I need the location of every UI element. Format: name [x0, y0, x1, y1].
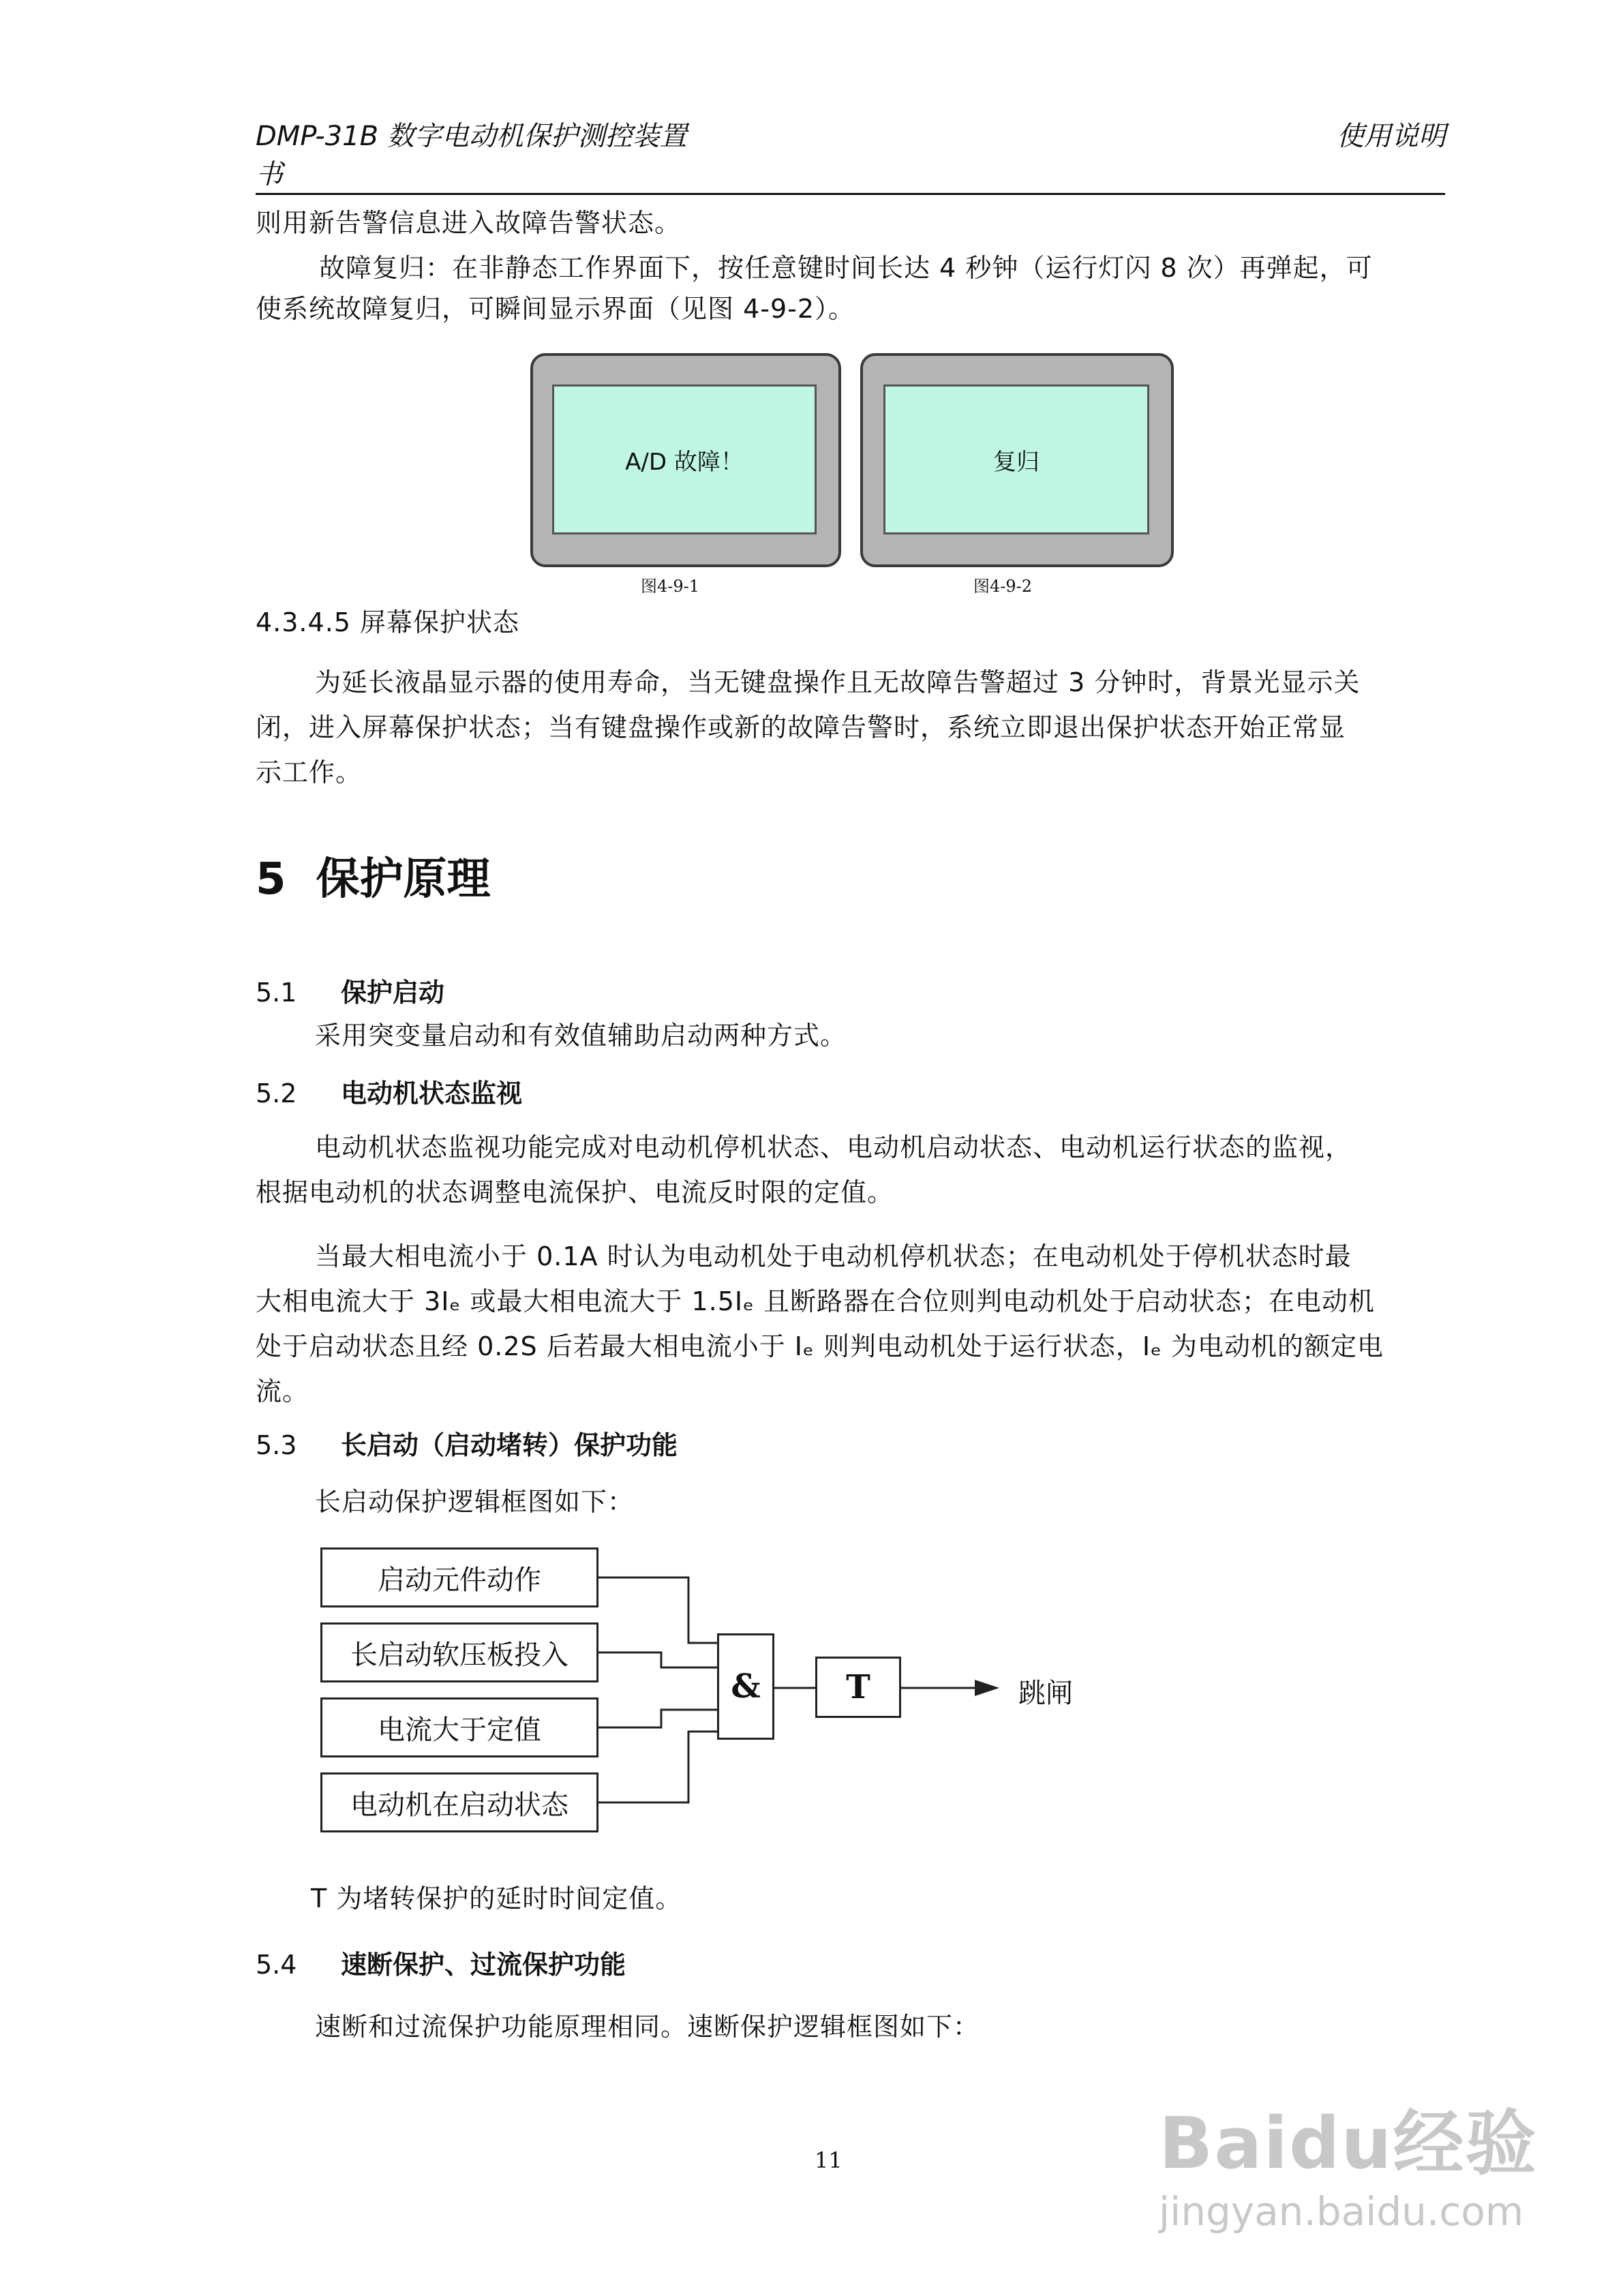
s52-p1-line1: 电动机状态监视功能完成对电动机停机状态、电动机启动状态、电动机运行状态的监视，	[315, 1132, 1352, 1162]
watermark-brand: Baidu经验	[1159, 2102, 1538, 2185]
trip-output-label: 跳闸	[1018, 1678, 1073, 1709]
screen-display-reset: 复归	[883, 384, 1149, 534]
heading-5-4-title: 速断保护、过流保护功能	[341, 1950, 626, 1980]
screensaver-line3: 示工作。	[256, 757, 363, 787]
header-title-line2: 书	[256, 159, 283, 190]
s52-p1-line2: 根据电动机的状态调整电流保护、电流反时限的定值。	[256, 1177, 894, 1207]
screen-display-ad-fault: A/D 故障！	[552, 384, 817, 534]
chapter-5-number: 5	[256, 854, 286, 905]
screensaver-line1: 为延长液晶显示器的使用寿命，当无键盘操作且无故障告警超过 3 分钟时，背景光显示关	[315, 667, 1361, 697]
heading-5-3-title: 长启动（启动堵转）保护功能	[341, 1430, 678, 1460]
s51-text: 采用突变量启动和有效值辅助启动两种方式。	[315, 1021, 847, 1051]
heading-5-2-number: 5.2	[256, 1078, 297, 1108]
caption-fig-4-9-2: 图4-9-2	[973, 577, 1033, 596]
header-title-line1: DMP-31B 数字电动机保护测控装置	[256, 121, 687, 152]
heading-4-3-4-5: 4.3.4.5 屏幕保护状态	[256, 607, 520, 637]
s54-text: 速断和过流保护功能原理相同。速断保护逻辑框图如下：	[315, 2012, 980, 2042]
chapter-5-title: 保护原理	[316, 854, 491, 905]
paragraph-reset-line1: 故障复归：在非静态工作界面下，按任意键时间长达 4 秒钟（运行灯闪 8 次）再弹起，可	[319, 253, 1373, 283]
s52-p2-line4: 流。	[256, 1376, 309, 1406]
timer-box: T	[815, 1657, 901, 1718]
heading-5-1-number: 5.1	[256, 978, 297, 1008]
caption-fig-4-9-1: 图4-9-1	[641, 577, 700, 596]
heading-5-4	[256, 1944, 626, 1985]
input-box-soft-plate: 长启动软压板投入	[320, 1622, 598, 1682]
page-number: 11	[815, 2147, 843, 2173]
and-gate: &	[717, 1633, 774, 1740]
header-right: 使用说明	[1337, 121, 1446, 152]
s53-intro: 长启动保护逻辑框图如下：	[315, 1487, 635, 1517]
heading-5-3-number: 5.3	[256, 1430, 297, 1460]
heading-5-4-number: 5.4	[256, 1950, 297, 1980]
input-box-motor-starting: 电动机在启动状态	[320, 1772, 598, 1832]
heading-5-1-title: 保护启动	[341, 978, 445, 1008]
s52-p2-line3: 处于启动状态且经 0.2S 后若最大相电流小于 Iₑ 则判电动机处于运行状态，Iₑ 为电动机的额定电	[256, 1331, 1384, 1361]
input-box-current-over-setting: 电流大于定值	[320, 1697, 598, 1757]
output-arrowhead	[975, 1680, 999, 1696]
watermark-url: jingyan.baidu.com	[1159, 2188, 1524, 2235]
s52-p2-line1: 当最大相电流小于 0.1A 时认为电动机处于电动机停机状态；在电动机处于停机状态时最	[315, 1241, 1352, 1271]
screensaver-line2: 闭，进入屏幕保护状态；当有键盘操作或新的故障告警时，系统立即退出保护状态开始正常显	[256, 712, 1346, 742]
paragraph-alarm-state: 则用新告警信息进入故障告警状态。	[256, 208, 682, 238]
paragraph-reset-line2: 使系统故障复归，可瞬间显示界面（见图 4-9-2）。	[256, 294, 855, 324]
heading-5-2-title: 电动机状态监视	[341, 1078, 523, 1108]
input-box-start-element: 启动元件动作	[320, 1547, 598, 1607]
s52-p2-line2: 大相电流大于 3Iₑ 或最大相电流大于 1.5Iₑ 且断路器在合位则判电动机处于启动状态；在电动机	[256, 1286, 1376, 1316]
s53-note: T 为堵转保护的延时时间定值。	[311, 1884, 682, 1914]
